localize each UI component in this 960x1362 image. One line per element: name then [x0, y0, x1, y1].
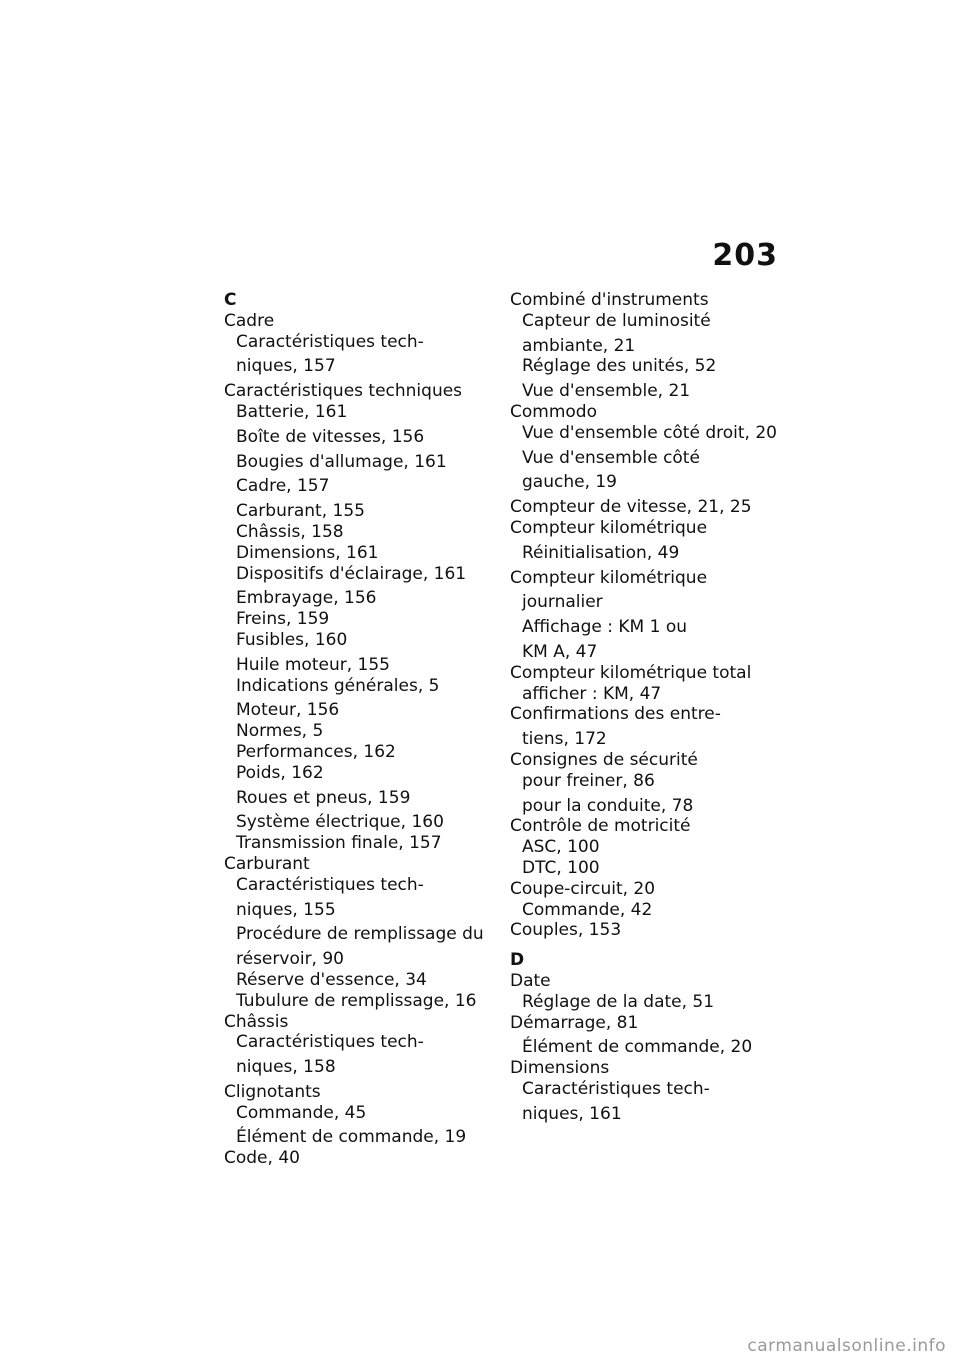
index-subentry: gauche, 19: [522, 472, 618, 493]
index-subentry: Vue d'ensemble côté: [522, 447, 700, 468]
index-entry: Cadre: [224, 310, 275, 331]
index-entry: Coupe-circuit, 20: [510, 878, 656, 899]
index-entry: Combiné d'instruments: [510, 290, 709, 310]
index-letter-heading: D: [510, 950, 525, 971]
index-subentry: tiens, 172: [522, 729, 607, 750]
index-entry: Contrôle de motricité: [510, 816, 691, 837]
index-subentry: Réglage des unités, 52: [522, 356, 717, 377]
index-subentry: Tubulure de remplissage, 16: [236, 990, 477, 1011]
index-column-right: [510, 290, 800, 1124]
index-entry: Date: [510, 970, 551, 991]
index-subentry: Réglage de la date, 51: [522, 991, 715, 1012]
index-subentry: Embrayage, 156: [236, 588, 377, 609]
index-entry: Démarrage, 81: [510, 1012, 639, 1033]
index-subentry: Huile moteur, 155: [236, 654, 390, 675]
index-subentry: Bougies d'allumage, 161: [236, 451, 447, 472]
index-subentry: Caractéristiques tech-: [236, 1032, 424, 1053]
index-subentry: Caractéristiques tech-: [522, 1078, 710, 1099]
index-subentry: réservoir, 90: [236, 949, 344, 970]
index-subentry: Capteur de luminosité: [522, 310, 711, 331]
index-subentry: Carburant, 155: [236, 501, 365, 522]
index-entry: Commodo: [510, 401, 597, 422]
index-subentry: Élément de commande, 20: [522, 1037, 753, 1058]
index-entry: Couples, 153: [510, 920, 622, 941]
index-entry: Confirmations des entre-: [510, 704, 721, 725]
index-entry: Caractéristiques techniques: [224, 381, 463, 402]
index-subentry: Caractéristiques tech-: [236, 331, 424, 352]
index-subentry: Dispositifs d'éclairage, 161: [236, 563, 467, 584]
index-entry: Dimensions: [510, 1058, 610, 1079]
index-subentry: Moteur, 156: [236, 700, 340, 721]
index-subentry: niques, 158: [236, 1057, 336, 1078]
index-subentry: journalier: [522, 592, 603, 613]
index-subentry: Commande, 45: [236, 1102, 367, 1123]
index-subentry: Poids, 162: [236, 762, 324, 783]
index-subentry: Commande, 42: [522, 899, 653, 920]
index-subentry: Roues et pneus, 159: [236, 787, 411, 808]
index-subentry: Réserve d'essence, 34: [236, 969, 427, 990]
index-subentry: ambiante, 21: [522, 335, 636, 356]
index-subentry: Affichage : KM 1 ou: [522, 617, 688, 638]
index-subentry: Fusibles, 160: [236, 629, 348, 650]
index-subentry: Normes, 5: [236, 721, 324, 742]
index-entry: Carburant: [224, 853, 310, 874]
index-entry: Châssis: [224, 1011, 289, 1032]
index-subentry: Indications générales, 5: [236, 675, 440, 696]
index-entry: Code, 40: [224, 1148, 300, 1169]
index-entry: Clignotants: [224, 1081, 321, 1102]
index-subentry: afficher : KM, 47: [522, 683, 662, 704]
index-subentry: ASC, 100: [522, 837, 600, 858]
index-subentry: Batterie, 161: [236, 401, 348, 422]
index-subentry: pour freiner, 86: [522, 770, 655, 791]
watermark: carmanualsonline.info: [747, 1336, 946, 1356]
index-subentry: Châssis, 158: [236, 521, 344, 542]
index-subentry: Système électrique, 160: [236, 812, 444, 833]
index-subentry: Freins, 159: [236, 609, 330, 630]
index-entry: Compteur kilométrique total: [510, 662, 752, 683]
index-entry: Compteur kilométrique: [510, 517, 708, 538]
index-subentry: Transmission finale, 157: [236, 833, 442, 854]
page-number: 203: [712, 238, 778, 273]
index-subentry: Cadre, 157: [236, 476, 330, 497]
index-subentry: niques, 155: [236, 899, 336, 920]
index-subentry: Caractéristiques tech-: [236, 874, 424, 895]
index-subentry: Vue d'ensemble côté droit, 20: [522, 422, 777, 443]
index-column-left: [224, 290, 494, 1169]
index-subentry: niques, 157: [236, 356, 336, 377]
index-entry: Compteur de vitesse, 21, 25: [510, 497, 752, 518]
index-subentry: niques, 161: [522, 1103, 622, 1124]
index-subentry: Vue d'ensemble, 21: [522, 381, 691, 402]
index-subentry: Boîte de vitesses, 156: [236, 426, 425, 447]
index-subentry: DTC, 100: [522, 857, 600, 878]
index-entry: Consignes de sécurité: [510, 749, 698, 770]
index-subentry: KM A, 47: [522, 641, 598, 662]
index-subentry: Procédure de remplissage du: [236, 924, 484, 945]
index-subentry: Élément de commande, 19: [236, 1127, 467, 1148]
index-subentry: Dimensions, 161: [236, 542, 379, 563]
index-entry: Compteur kilométrique: [510, 567, 708, 588]
index-subentry: Performances, 162: [236, 741, 396, 762]
index-subentry: pour la conduite, 78: [522, 795, 694, 816]
index-letter-heading: C: [224, 290, 237, 310]
index-subentry: Réinitialisation, 49: [522, 542, 680, 563]
